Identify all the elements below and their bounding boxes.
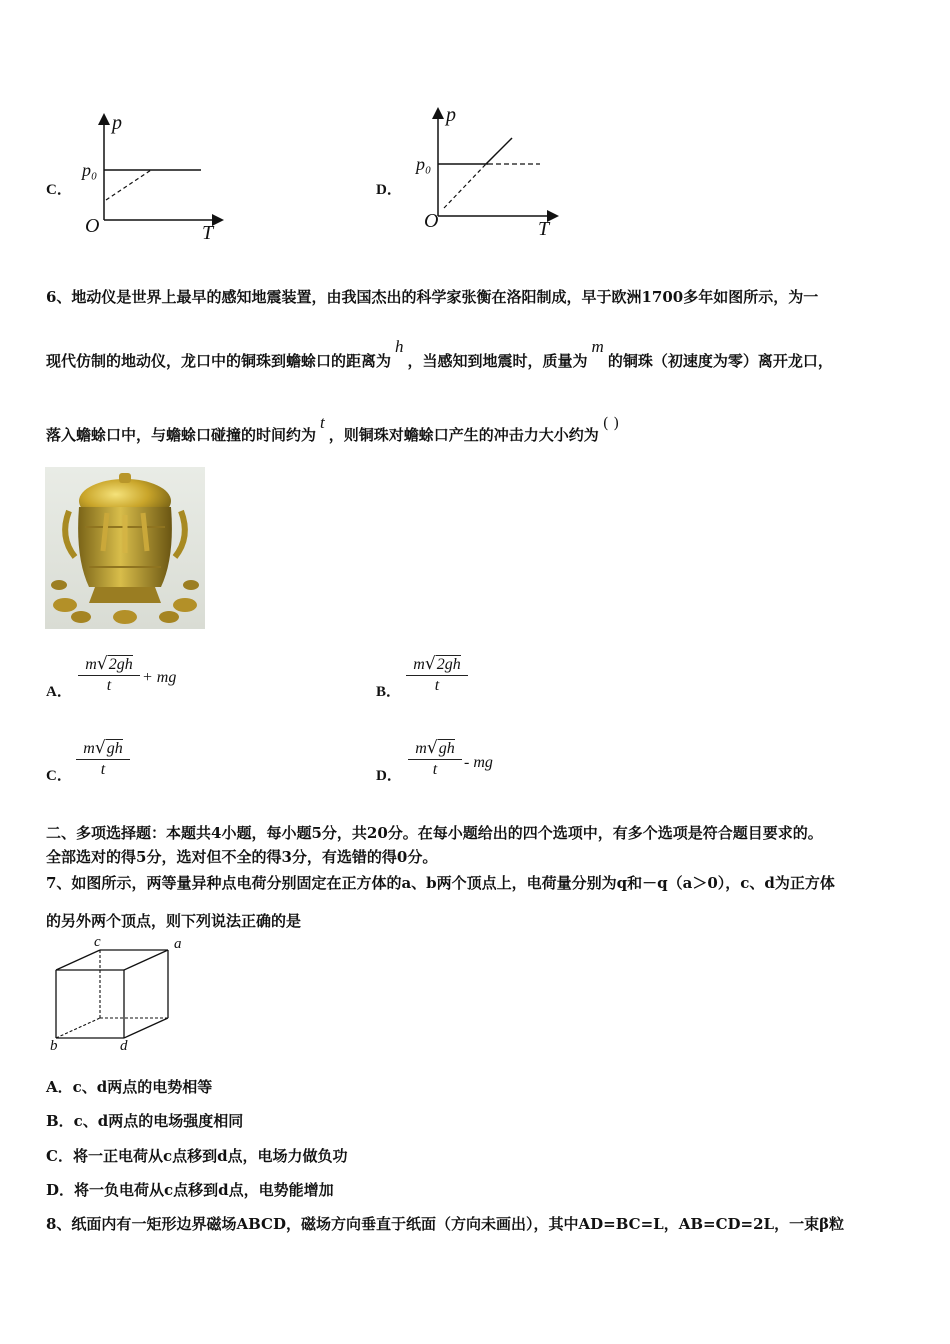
cube-label-b: b: [50, 1038, 58, 1054]
q6-line2: [46, 337, 833, 371]
q6-var-m: m: [591, 337, 604, 356]
graph-c-origin: O: [85, 215, 100, 237]
q6-line1: 6、地动仪是世界上最早的感知地震装置，由我国杰出的科学家张衡在洛阳制成，早于欧洲1700多年如图所示，为一: [46, 288, 819, 306]
cube-diagram: [44, 936, 194, 1056]
graph-d-solid-slope: [486, 138, 512, 164]
q6-paren: ( ): [602, 414, 620, 432]
graph-c-axis-p: p: [112, 112, 122, 134]
graph-c-p0: p₀: [82, 160, 98, 180]
q6-option-c-fraction: m√gh t: [76, 738, 130, 779]
graph-c-label: C．: [46, 182, 72, 198]
section2-line1: 二、多项选择题：本题共4小题，每小题5分，共20分。在每小题给出的四个选项中，有多个选项是符合题目要求的。: [46, 824, 823, 842]
q6-option-c-label: C．: [46, 768, 72, 784]
q6-var-h: h: [395, 337, 404, 356]
q6-option-d-fraction: m√gh t: [408, 738, 462, 779]
graph-c-dashed-line: [106, 170, 151, 200]
q7-line2: 的另外两个顶点，则下列说法正确的是: [46, 912, 302, 930]
q6-option-a-fraction: m√2gh t: [78, 654, 140, 695]
seismograph-photo: [45, 467, 205, 629]
q6-option-b-fraction: m√2gh t: [406, 654, 468, 695]
q6-option-b-label: B．: [376, 684, 402, 700]
cube-label-d: d: [120, 1038, 128, 1054]
graph-d-p0: p₀: [416, 154, 432, 174]
q6-line2a: 现代仿制的地动仪，龙口中的铜珠到蟾蜍口的距离为: [46, 352, 392, 370]
q7-option-a: A．c、d两点的电势相等: [46, 1078, 213, 1096]
q6-option-d-label: D．: [376, 768, 402, 784]
q7-line1: 7、如图所示，两等量异种点电荷分别固定在正方体的a、b两个顶点上，电荷量分别为q和－q（a＞0），c、d为正方体: [46, 874, 835, 892]
graph-d-dashed-slope: [444, 164, 486, 208]
q7-option-c: C．将一正电荷从c点移到d点，电场力做负功: [46, 1147, 348, 1165]
q6-line2c: 的铜珠（初速度为零）离开龙口，: [607, 352, 833, 370]
q8-line1: 8、纸面内有一矩形边界磁场ABCD，磁场方向垂直于纸面（方向未画出），其中AD=BC=L，AB=CD=2L，一束β粒: [46, 1215, 845, 1233]
q6-line3: [46, 413, 620, 445]
graph-c-axis-t: T: [202, 222, 214, 244]
q7-option-d: D．将一负电荷从c点移到d点，电势能增加: [46, 1181, 334, 1199]
section2-line2: 全部选对的得5分，选对但不全的得3分，有选错的得0分。: [46, 848, 438, 866]
q6-option-d-tail: - mg: [464, 754, 493, 771]
q6-line3a: 落入蟾蜍口中，与蟾蜍口碰撞的时间约为: [46, 426, 317, 444]
q6-line2b: ，当感知到地震时，质量为: [407, 352, 588, 370]
q6-var-t: t: [320, 413, 325, 432]
q6-line3b: ，则铜珠对蟾蜍口产生的冲击力大小约为: [328, 426, 599, 444]
graph-d-axis-p: p: [446, 104, 456, 126]
cube-label-a: a: [174, 936, 182, 952]
graph-d-origin: O: [424, 210, 439, 232]
q6-option-a-label: A．: [46, 684, 72, 700]
graph-d-axis-t: T: [538, 218, 550, 240]
q7-option-b: B．c、d两点的电场强度相同: [46, 1112, 244, 1130]
graph-d-label: D．: [376, 182, 402, 198]
q6-option-a-tail: + mg: [142, 669, 177, 686]
cube-label-c: c: [94, 934, 101, 950]
